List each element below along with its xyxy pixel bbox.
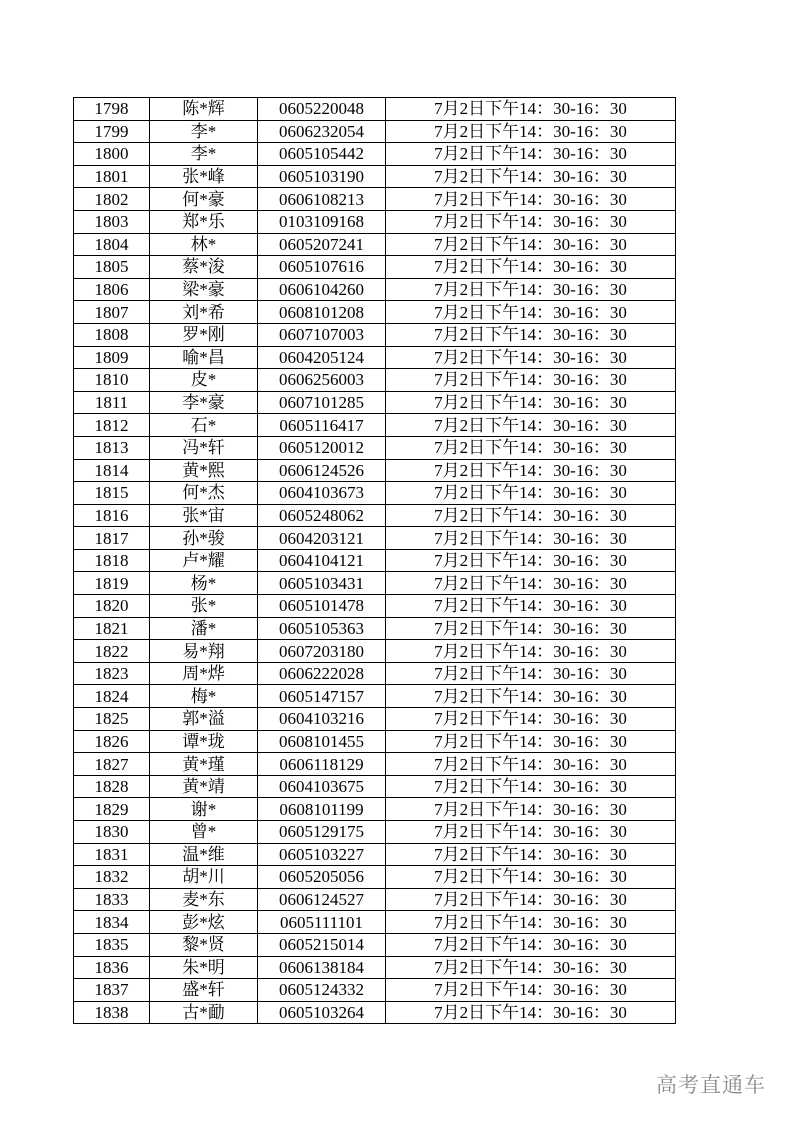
exam-time-cell: 7月2日下午14：30-16：30 — [386, 753, 676, 776]
table-row — [74, 685, 676, 708]
name-cell: 朱*明 — [150, 956, 258, 979]
table-row — [74, 504, 676, 527]
table-row — [74, 188, 676, 211]
exam-time-cell: 7月2日下午14：30-16：30 — [386, 233, 676, 256]
exam-time-cell: 7月2日下午14：30-16：30 — [386, 933, 676, 956]
row-number-cell: 1832 — [74, 866, 150, 889]
exam-time-cell: 7月2日下午14：30-16：30 — [386, 662, 676, 685]
exam-time-cell: 7月2日下午14：30-16：30 — [386, 210, 676, 233]
name-cell: 麦*东 — [150, 888, 258, 911]
candidate-code-cell: 0606232054 — [258, 120, 386, 143]
row-number-cell: 1820 — [74, 595, 150, 618]
row-number-cell: 1836 — [74, 956, 150, 979]
row-number-cell: 1812 — [74, 414, 150, 437]
candidate-code-cell: 0606108213 — [258, 188, 386, 211]
name-cell: 黄*熙 — [150, 459, 258, 482]
candidate-code-cell: 0103109168 — [258, 210, 386, 233]
roster-table-body — [74, 98, 676, 1024]
candidate-code-cell: 0607101285 — [258, 391, 386, 414]
table-row — [74, 866, 676, 889]
name-cell: 易*翔 — [150, 640, 258, 663]
exam-time-cell: 7月2日下午14：30-16：30 — [386, 595, 676, 618]
table-row — [74, 165, 676, 188]
name-cell: 谢* — [150, 798, 258, 821]
name-cell: 郭*溢 — [150, 708, 258, 731]
exam-time-cell: 7月2日下午14：30-16：30 — [386, 640, 676, 663]
candidate-code-cell: 0608101455 — [258, 730, 386, 753]
row-number-cell: 1801 — [74, 165, 150, 188]
row-number-cell: 1800 — [74, 143, 150, 166]
exam-time-cell: 7月2日下午14：30-16：30 — [386, 730, 676, 753]
watermark-text: 高考直通车 — [656, 1073, 766, 1097]
exam-time-cell: 7月2日下午14：30-16：30 — [386, 527, 676, 550]
name-cell: 张*峰 — [150, 165, 258, 188]
name-cell: 何*豪 — [150, 188, 258, 211]
table-row — [74, 798, 676, 821]
name-cell: 喻*昌 — [150, 346, 258, 369]
table-row — [74, 549, 676, 572]
row-number-cell: 1813 — [74, 436, 150, 459]
exam-time-cell: 7月2日下午14：30-16：30 — [386, 821, 676, 844]
row-number-cell: 1810 — [74, 369, 150, 392]
candidate-code-cell: 0604103673 — [258, 482, 386, 505]
candidate-code-cell: 0606138184 — [258, 956, 386, 979]
name-cell: 罗*刚 — [150, 323, 258, 346]
name-cell: 温*维 — [150, 843, 258, 866]
row-number-cell: 1833 — [74, 888, 150, 911]
row-number-cell: 1802 — [74, 188, 150, 211]
name-cell: 李* — [150, 120, 258, 143]
candidate-code-cell: 0605129175 — [258, 821, 386, 844]
row-number-cell: 1823 — [74, 662, 150, 685]
table-row — [74, 346, 676, 369]
row-number-cell: 1830 — [74, 821, 150, 844]
exam-time-cell: 7月2日下午14：30-16：30 — [386, 323, 676, 346]
candidate-code-cell: 0607203180 — [258, 640, 386, 663]
candidate-code-cell: 0607107003 — [258, 323, 386, 346]
exam-time-cell: 7月2日下午14：30-16：30 — [386, 866, 676, 889]
table-row — [74, 436, 676, 459]
candidate-code-cell: 0605215014 — [258, 933, 386, 956]
exam-time-cell: 7月2日下午14：30-16：30 — [386, 549, 676, 572]
candidate-code-cell: 0605116417 — [258, 414, 386, 437]
candidate-code-cell: 0604103675 — [258, 775, 386, 798]
candidate-code-cell: 0605103264 — [258, 1001, 386, 1024]
row-number-cell: 1816 — [74, 504, 150, 527]
table-row — [74, 662, 676, 685]
name-cell: 郑*乐 — [150, 210, 258, 233]
table-row — [74, 323, 676, 346]
exam-time-cell: 7月2日下午14：30-16：30 — [386, 572, 676, 595]
candidate-code-cell: 0605207241 — [258, 233, 386, 256]
name-cell: 张* — [150, 595, 258, 618]
candidate-code-cell: 0606124526 — [258, 459, 386, 482]
row-number-cell: 1818 — [74, 549, 150, 572]
name-cell: 卢*耀 — [150, 549, 258, 572]
candidate-code-cell: 0605111101 — [258, 911, 386, 934]
exam-time-cell: 7月2日下午14：30-16：30 — [386, 369, 676, 392]
row-number-cell: 1826 — [74, 730, 150, 753]
table-row — [74, 369, 676, 392]
table-row — [74, 301, 676, 324]
exam-time-cell: 7月2日下午14：30-16：30 — [386, 188, 676, 211]
table-row — [74, 617, 676, 640]
exam-time-cell: 7月2日下午14：30-16：30 — [386, 436, 676, 459]
table-row — [74, 278, 676, 301]
table-row — [74, 391, 676, 414]
candidate-code-cell: 0605103431 — [258, 572, 386, 595]
table-row — [74, 708, 676, 731]
exam-time-cell: 7月2日下午14：30-16：30 — [386, 120, 676, 143]
exam-time-cell: 7月2日下午14：30-16：30 — [386, 911, 676, 934]
candidate-code-cell: 0604205124 — [258, 346, 386, 369]
table-row — [74, 911, 676, 934]
exam-time-cell: 7月2日下午14：30-16：30 — [386, 685, 676, 708]
table-row — [74, 843, 676, 866]
table-row — [74, 527, 676, 550]
exam-time-cell: 7月2日下午14：30-16：30 — [386, 504, 676, 527]
name-cell: 刘*希 — [150, 301, 258, 324]
name-cell: 孙*骏 — [150, 527, 258, 550]
candidate-code-cell: 0605120012 — [258, 436, 386, 459]
row-number-cell: 1819 — [74, 572, 150, 595]
name-cell: 杨* — [150, 572, 258, 595]
candidate-code-cell: 0605105363 — [258, 617, 386, 640]
table-row — [74, 98, 676, 121]
row-number-cell: 1834 — [74, 911, 150, 934]
exam-time-cell: 7月2日下午14：30-16：30 — [386, 708, 676, 731]
candidate-code-cell: 0606118129 — [258, 753, 386, 776]
row-number-cell: 1804 — [74, 233, 150, 256]
row-number-cell: 1821 — [74, 617, 150, 640]
row-number-cell: 1807 — [74, 301, 150, 324]
row-number-cell: 1837 — [74, 979, 150, 1002]
row-number-cell: 1815 — [74, 482, 150, 505]
row-number-cell: 1798 — [74, 98, 150, 121]
row-number-cell: 1806 — [74, 278, 150, 301]
candidate-code-cell: 0605248062 — [258, 504, 386, 527]
name-cell: 蔡*浚 — [150, 256, 258, 279]
table-row — [74, 933, 676, 956]
row-number-cell: 1809 — [74, 346, 150, 369]
exam-time-cell: 7月2日下午14：30-16：30 — [386, 346, 676, 369]
table-row — [74, 640, 676, 663]
name-cell: 梅* — [150, 685, 258, 708]
name-cell: 黎*贤 — [150, 933, 258, 956]
exam-time-cell: 7月2日下午14：30-16：30 — [386, 143, 676, 166]
exam-time-cell: 7月2日下午14：30-16：30 — [386, 98, 676, 121]
name-cell: 彭*炫 — [150, 911, 258, 934]
name-cell: 曾* — [150, 821, 258, 844]
table-row — [74, 821, 676, 844]
row-number-cell: 1811 — [74, 391, 150, 414]
exam-time-cell: 7月2日下午14：30-16：30 — [386, 278, 676, 301]
candidate-code-cell: 0605107616 — [258, 256, 386, 279]
exam-time-cell: 7月2日下午14：30-16：30 — [386, 775, 676, 798]
exam-time-cell: 7月2日下午14：30-16：30 — [386, 617, 676, 640]
name-cell: 古*勔 — [150, 1001, 258, 1024]
row-number-cell: 1803 — [74, 210, 150, 233]
exam-time-cell: 7月2日下午14：30-16：30 — [386, 1001, 676, 1024]
candidate-code-cell: 0604104121 — [258, 549, 386, 572]
table-row — [74, 572, 676, 595]
exam-time-cell: 7月2日下午14：30-16：30 — [386, 165, 676, 188]
name-cell: 何*杰 — [150, 482, 258, 505]
exam-time-cell: 7月2日下午14：30-16：30 — [386, 414, 676, 437]
exam-time-cell: 7月2日下午14：30-16：30 — [386, 301, 676, 324]
name-cell: 盛*轩 — [150, 979, 258, 1002]
row-number-cell: 1822 — [74, 640, 150, 663]
exam-time-cell: 7月2日下午14：30-16：30 — [386, 391, 676, 414]
table-row — [74, 143, 676, 166]
row-number-cell: 1835 — [74, 933, 150, 956]
table-row — [74, 120, 676, 143]
candidate-code-cell: 0604103216 — [258, 708, 386, 731]
table-row — [74, 1001, 676, 1024]
name-cell: 黄*靖 — [150, 775, 258, 798]
candidate-code-cell: 0606256003 — [258, 369, 386, 392]
table-row — [74, 730, 676, 753]
table-row — [74, 482, 676, 505]
exam-time-cell: 7月2日下午14：30-16：30 — [386, 798, 676, 821]
candidate-code-cell: 0605220048 — [258, 98, 386, 121]
candidate-code-cell: 0608101208 — [258, 301, 386, 324]
row-number-cell: 1814 — [74, 459, 150, 482]
row-number-cell: 1827 — [74, 753, 150, 776]
candidate-code-cell: 0605147157 — [258, 685, 386, 708]
candidate-code-cell: 0605101478 — [258, 595, 386, 618]
table-row — [74, 888, 676, 911]
candidate-code-cell: 0605205056 — [258, 866, 386, 889]
table-row — [74, 956, 676, 979]
name-cell: 李* — [150, 143, 258, 166]
table-row — [74, 256, 676, 279]
table-row — [74, 210, 676, 233]
candidate-code-cell: 0605124332 — [258, 979, 386, 1002]
candidate-code-cell: 0604203121 — [258, 527, 386, 550]
candidate-code-cell: 0606104260 — [258, 278, 386, 301]
exam-time-cell: 7月2日下午14：30-16：30 — [386, 482, 676, 505]
exam-time-cell: 7月2日下午14：30-16：30 — [386, 459, 676, 482]
roster-table — [73, 97, 676, 1024]
name-cell: 梁*豪 — [150, 278, 258, 301]
name-cell: 周*烨 — [150, 662, 258, 685]
table-row — [74, 979, 676, 1002]
candidate-code-cell: 0606222028 — [258, 662, 386, 685]
table-row — [74, 775, 676, 798]
row-number-cell: 1799 — [74, 120, 150, 143]
name-cell: 黄*瑾 — [150, 753, 258, 776]
candidate-code-cell: 0605103227 — [258, 843, 386, 866]
table-row — [74, 595, 676, 618]
candidate-code-cell: 0605103190 — [258, 165, 386, 188]
name-cell: 皮* — [150, 369, 258, 392]
name-cell: 张*宙 — [150, 504, 258, 527]
name-cell: 潘* — [150, 617, 258, 640]
name-cell: 林* — [150, 233, 258, 256]
candidate-code-cell: 0606124527 — [258, 888, 386, 911]
row-number-cell: 1829 — [74, 798, 150, 821]
exam-time-cell: 7月2日下午14：30-16：30 — [386, 843, 676, 866]
row-number-cell: 1828 — [74, 775, 150, 798]
table-row — [74, 414, 676, 437]
row-number-cell: 1831 — [74, 843, 150, 866]
exam-time-cell: 7月2日下午14：30-16：30 — [386, 979, 676, 1002]
table-row — [74, 459, 676, 482]
row-number-cell: 1824 — [74, 685, 150, 708]
name-cell: 李*豪 — [150, 391, 258, 414]
row-number-cell: 1805 — [74, 256, 150, 279]
exam-time-cell: 7月2日下午14：30-16：30 — [386, 888, 676, 911]
row-number-cell: 1838 — [74, 1001, 150, 1024]
candidate-code-cell: 0608101199 — [258, 798, 386, 821]
name-cell: 谭*珑 — [150, 730, 258, 753]
table-row — [74, 753, 676, 776]
name-cell: 冯*轩 — [150, 436, 258, 459]
exam-time-cell: 7月2日下午14：30-16：30 — [386, 256, 676, 279]
exam-time-cell: 7月2日下午14：30-16：30 — [386, 956, 676, 979]
candidate-code-cell: 0605105442 — [258, 143, 386, 166]
name-cell: 陈*辉 — [150, 98, 258, 121]
name-cell: 胡*川 — [150, 866, 258, 889]
row-number-cell: 1825 — [74, 708, 150, 731]
table-row — [74, 233, 676, 256]
name-cell: 石* — [150, 414, 258, 437]
row-number-cell: 1817 — [74, 527, 150, 550]
row-number-cell: 1808 — [74, 323, 150, 346]
